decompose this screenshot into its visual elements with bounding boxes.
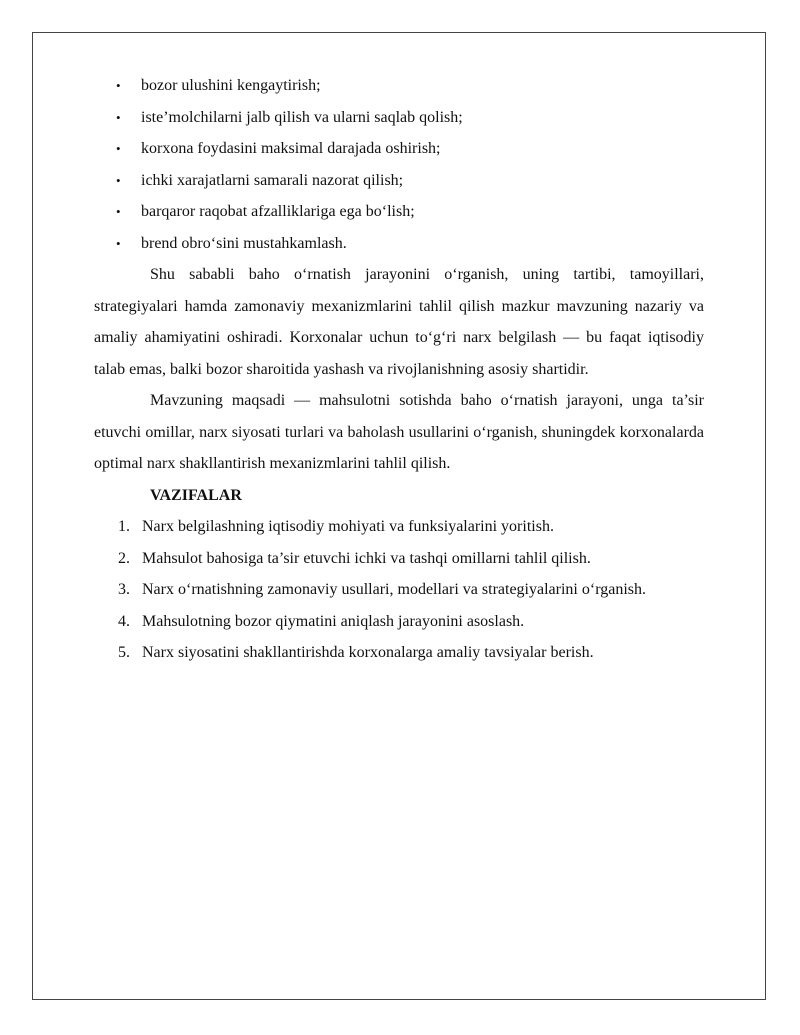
task-text: Mahsulotning bozor qiymatini aniqlash jarayonini asoslash. <box>142 612 525 630</box>
task-item <box>94 543 704 575</box>
task-text: Narx o‘rnatishning zamonaviy usullari, modellari va strategiyalarini o‘rganish. <box>142 581 647 598</box>
bullet-item <box>94 70 704 102</box>
bullet-item <box>94 102 704 134</box>
task-item <box>94 511 704 543</box>
bullet-item <box>94 165 704 197</box>
bullet-icon: • <box>116 204 121 219</box>
task-number: 3. <box>118 581 130 598</box>
task-number: 5. <box>118 644 130 661</box>
task-number: 1. <box>118 518 130 535</box>
tasks-heading: VAZIFALAR <box>150 486 242 504</box>
task-text: Narx belgilashning iqtisodiy mohiyati va funksiyalarini yoritish. <box>142 518 554 535</box>
bullet-item <box>94 133 704 165</box>
bullet-text: bozor ulushini kengaytirish; <box>141 77 321 94</box>
task-number: 2. <box>118 549 130 567</box>
relevance-paragraph: Shu sababli baho o‘rnatish jarayonini o‘rganish, uning tartibi, tamoyillari, strategiyalari hamda zamonaviy mexanizmlarini tahlil qilish mazkur mavzuning nazariy va amaliy ahamiyatini oshiradi. Korxonalar uchun to‘g‘ri narx belgilash — bu faqat iqtisodiy talab emas, balki bozor sharoitida yashash va rivojlanishning asosiy shartidir. <box>94 266 704 378</box>
bullet-text: korxona foydasini maksimal darajada oshirish; <box>141 140 441 157</box>
bullet-icon: • <box>116 78 121 93</box>
bullet-text: iste’molchilarni jalb qilish va ularni saqlab qolish; <box>141 108 463 126</box>
bullet-text: brend obro‘sini mustahkamlash. <box>141 234 347 252</box>
goals-bullet-list <box>94 70 704 259</box>
task-item <box>94 606 704 638</box>
bullet-item <box>94 196 704 228</box>
task-item <box>94 637 704 669</box>
bullet-text: barqaror raqobat afzalliklariga ega bo‘lish; <box>141 203 415 220</box>
task-text: Narx siyosatini shakllantirishda korxonalarga amaliy tavsiyalar berish. <box>142 644 594 661</box>
document-content <box>94 70 704 669</box>
bullet-icon: • <box>116 235 121 251</box>
bullet-item <box>94 228 704 260</box>
goal-paragraph: Mavzuning maqsadi — mahsulotni sotishda baho o‘rnatish jarayoni, unga ta’sir etuvchi omillar, narx siyosati turlari va baholash usullarini o‘rganish, shuningdek korxonalarda optimal narx shakllantirish mexanizmlarini tahlil qilish. <box>94 392 704 472</box>
task-text: Mahsulot bahosiga ta’sir etuvchi ichki va tashqi omillarni tahlil qilish. <box>142 549 591 567</box>
task-number: 4. <box>118 612 130 630</box>
task-item <box>94 574 704 606</box>
bullet-text: ichki xarajatlarni samarali nazorat qilish; <box>141 171 404 189</box>
bullet-icon: • <box>116 109 121 125</box>
bullet-icon: • <box>116 141 121 156</box>
bullet-icon: • <box>116 172 121 188</box>
tasks-list <box>94 511 704 669</box>
